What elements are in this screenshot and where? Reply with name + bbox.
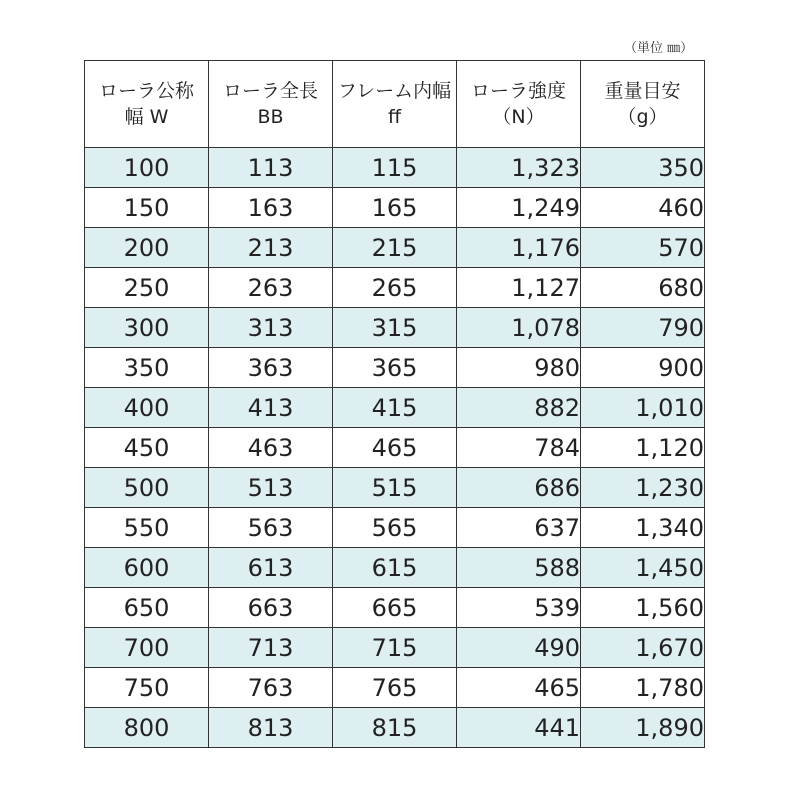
cell-frame-inner-width: 215: [333, 228, 457, 268]
cell-weight: 1,120: [581, 428, 705, 468]
header-frame-inner-width: [333, 61, 457, 148]
cell-roller-strength: 441: [457, 708, 581, 748]
cell-roller-strength: 686: [457, 468, 581, 508]
cell-roller-strength: 1,078: [457, 308, 581, 348]
cell-weight: 680: [581, 268, 705, 308]
cell-frame-inner-width: 465: [333, 428, 457, 468]
cell-frame-inner-width: 615: [333, 548, 457, 588]
cell-nominal-width: 300: [85, 308, 209, 348]
table-row: [85, 388, 705, 428]
cell-nominal-width: 150: [85, 188, 209, 228]
table-row: [85, 308, 705, 348]
header-total-length-line1: ローラ全長: [222, 80, 318, 102]
cell-nominal-width: 700: [85, 628, 209, 668]
cell-weight: 1,010: [581, 388, 705, 428]
cell-frame-inner-width: 265: [333, 268, 457, 308]
cell-frame-inner-width: 365: [333, 348, 457, 388]
cell-frame-inner-width: 115: [333, 148, 457, 188]
cell-total-length: 763: [209, 668, 333, 708]
table-row: [85, 188, 705, 228]
cell-frame-inner-width: 815: [333, 708, 457, 748]
cell-weight: 1,890: [581, 708, 705, 748]
cell-weight: 900: [581, 348, 705, 388]
table-row: [85, 588, 705, 628]
cell-roller-strength: 588: [457, 548, 581, 588]
header-weight: [581, 61, 705, 148]
cell-roller-strength: 1,127: [457, 268, 581, 308]
table-row: [85, 628, 705, 668]
cell-frame-inner-width: 165: [333, 188, 457, 228]
header-total-length: [209, 61, 333, 148]
unit-note: （単位 ㎜）: [624, 41, 694, 56]
table-row: [85, 348, 705, 388]
header-frame-inner-width-line2: ff: [387, 106, 402, 128]
header-nominal-width: [85, 61, 209, 148]
table-row: [85, 468, 705, 508]
table-row: [85, 508, 705, 548]
cell-nominal-width: 500: [85, 468, 209, 508]
cell-total-length: 163: [209, 188, 333, 228]
cell-frame-inner-width: 715: [333, 628, 457, 668]
cell-weight: 570: [581, 228, 705, 268]
cell-nominal-width: 250: [85, 268, 209, 308]
cell-nominal-width: 450: [85, 428, 209, 468]
cell-roller-strength: 1,249: [457, 188, 581, 228]
cell-nominal-width: 750: [85, 668, 209, 708]
cell-frame-inner-width: 565: [333, 508, 457, 548]
cell-total-length: 813: [209, 708, 333, 748]
cell-total-length: 363: [209, 348, 333, 388]
cell-nominal-width: 100: [85, 148, 209, 188]
cell-roller-strength: 539: [457, 588, 581, 628]
cell-nominal-width: 800: [85, 708, 209, 748]
cell-weight: 1,340: [581, 508, 705, 548]
cell-weight: 1,450: [581, 548, 705, 588]
header-nominal-width-line1: ローラ公称: [98, 80, 194, 102]
header-roller-strength-line1: ローラ強度: [470, 80, 566, 102]
cell-total-length: 663: [209, 588, 333, 628]
cell-roller-strength: 637: [457, 508, 581, 548]
cell-frame-inner-width: 515: [333, 468, 457, 508]
header-total-length-line2: BB: [257, 106, 284, 128]
cell-total-length: 513: [209, 468, 333, 508]
cell-roller-strength: 980: [457, 348, 581, 388]
cell-frame-inner-width: 765: [333, 668, 457, 708]
cell-nominal-width: 550: [85, 508, 209, 548]
cell-frame-inner-width: 415: [333, 388, 457, 428]
cell-nominal-width: 350: [85, 348, 209, 388]
cell-total-length: 113: [209, 148, 333, 188]
cell-total-length: 713: [209, 628, 333, 668]
table-row: [85, 228, 705, 268]
header-roller-strength: [457, 61, 581, 148]
cell-weight: 460: [581, 188, 705, 228]
cell-roller-strength: 784: [457, 428, 581, 468]
cell-nominal-width: 600: [85, 548, 209, 588]
table-row: [85, 268, 705, 308]
cell-frame-inner-width: 315: [333, 308, 457, 348]
header-roller-strength-line2: （N）: [492, 106, 545, 128]
table-row: [85, 548, 705, 588]
table-header-row: [85, 61, 705, 148]
table-row: [85, 708, 705, 748]
table-row: [85, 148, 705, 188]
cell-total-length: 613: [209, 548, 333, 588]
header-frame-inner-width-line1: フレーム内幅: [337, 80, 452, 102]
roller-spec-table: [84, 60, 705, 748]
cell-roller-strength: 882: [457, 388, 581, 428]
cell-total-length: 413: [209, 388, 333, 428]
table-row: [85, 428, 705, 468]
header-nominal-width-line2: 幅 W: [124, 106, 169, 128]
cell-roller-strength: 490: [457, 628, 581, 668]
cell-weight: 1,670: [581, 628, 705, 668]
cell-total-length: 313: [209, 308, 333, 348]
cell-weight: 790: [581, 308, 705, 348]
cell-roller-strength: 1,176: [457, 228, 581, 268]
table-row: [85, 668, 705, 708]
cell-nominal-width: 200: [85, 228, 209, 268]
cell-nominal-width: 650: [85, 588, 209, 628]
cell-total-length: 263: [209, 268, 333, 308]
cell-total-length: 563: [209, 508, 333, 548]
cell-weight: 1,560: [581, 588, 705, 628]
header-weight-line1: 重量目安: [604, 80, 681, 102]
cell-total-length: 463: [209, 428, 333, 468]
header-weight-line2: （g）: [617, 106, 668, 128]
cell-weight: 1,780: [581, 668, 705, 708]
cell-total-length: 213: [209, 228, 333, 268]
cell-roller-strength: 1,323: [457, 148, 581, 188]
cell-frame-inner-width: 665: [333, 588, 457, 628]
cell-nominal-width: 400: [85, 388, 209, 428]
cell-weight: 1,230: [581, 468, 705, 508]
cell-roller-strength: 465: [457, 668, 581, 708]
cell-weight: 350: [581, 148, 705, 188]
